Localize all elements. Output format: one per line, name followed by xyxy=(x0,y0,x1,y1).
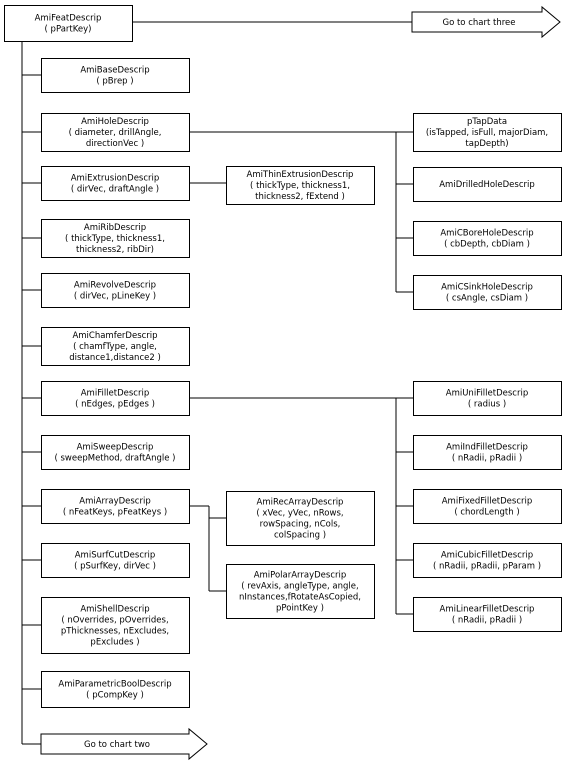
class-box-sweep xyxy=(42,436,190,470)
class-boxes xyxy=(5,6,562,708)
class-box-shell xyxy=(42,598,190,654)
class-params: thickness2, fExtend ) xyxy=(255,192,345,202)
class-box-revolve xyxy=(42,274,190,308)
class-params: ( nRadii, pRadii, pParam ) xyxy=(432,561,542,572)
go-to-chart-two-arrow-label[interactable]: Go to chart two xyxy=(83,740,151,750)
class-params: ( radius ) xyxy=(467,399,507,410)
class-box-cborehole-frame xyxy=(414,222,562,256)
class-params: ( chamfType, angle, xyxy=(73,342,157,352)
class-params: ( nFeatKeys, pFeatKeys ) xyxy=(62,507,168,518)
class-params: colSpacing ) xyxy=(273,530,327,541)
class-box-rib xyxy=(42,220,190,258)
class-box-hole xyxy=(42,114,190,152)
class-box-chamfer xyxy=(42,328,190,366)
class-params: rowSpacing, nCols, xyxy=(259,519,341,530)
class-box-polararray xyxy=(227,565,375,619)
class-params: distance1,distance2 ) xyxy=(69,353,161,363)
class-box-unifillet-frame xyxy=(414,382,562,416)
class-name: AmiSurfCutDescrip xyxy=(74,550,156,561)
class-box-fixedfillet xyxy=(414,490,562,524)
class-params: ( pPartKey) xyxy=(44,24,92,35)
go-to-chart-three-arrow[interactable] xyxy=(412,7,560,37)
class-params: thickness2, ribDir) xyxy=(76,245,154,255)
class-name: AmiPolarArrayDescrip xyxy=(253,570,347,581)
class-box-unifillet xyxy=(414,382,562,416)
class-box-parametricbool xyxy=(42,672,190,708)
class-name: AmiFilletDescrip xyxy=(80,388,150,399)
class-name: AmiExtrusionDescrip xyxy=(70,173,160,184)
class-box-linearfillet-frame xyxy=(414,598,562,632)
class-box-revolve-frame xyxy=(42,274,190,308)
class-box-thinextrusion xyxy=(227,167,375,205)
class-box-indfillet xyxy=(414,436,562,470)
class-box-csinkhole xyxy=(414,276,562,310)
class-params: pThicknesses, nExcludes, xyxy=(60,626,170,637)
class-name: AmiRibDescrip xyxy=(83,223,147,233)
class-params: pPointKey ) xyxy=(276,603,324,614)
class-params: tapDepth) xyxy=(465,139,509,149)
class-params: ( nEdges, pEdges ) xyxy=(75,399,155,410)
class-params: ( thickType, thickness1, xyxy=(250,181,350,191)
class-params: ( cbDepth, cbDiam ) xyxy=(444,239,530,250)
class-name: AmiCSinkHoleDescrip xyxy=(441,282,533,293)
class-box-cubicfillet-frame xyxy=(414,544,562,578)
class-params: ( thickType, thickness1, xyxy=(65,234,165,244)
class-name: AmiFixedFilletDescrip xyxy=(441,496,533,507)
class-box-array-frame xyxy=(42,490,190,524)
class-box-recarray xyxy=(227,492,375,546)
class-name: AmiLinearFilletDescrip xyxy=(439,604,535,615)
class-name: AmiDrilledHoleDescrip xyxy=(439,180,535,190)
class-params: ( csAngle, csDiam ) xyxy=(445,293,529,304)
class-params: ( diameter, drillAngle, xyxy=(68,128,162,138)
class-name: AmiShellDescrip xyxy=(80,604,150,615)
class-box-indfillet-frame xyxy=(414,436,562,470)
class-name: AmiCBoreHoleDescrip xyxy=(440,228,534,239)
class-name: AmiRecArrayDescrip xyxy=(256,497,344,508)
class-name: AmiUniFilletDescrip xyxy=(445,388,529,399)
class-box-sweep-frame xyxy=(42,436,190,470)
root-class-box xyxy=(5,6,133,42)
class-name: AmiRevolveDescrip xyxy=(73,280,157,291)
class-box-parametricbool-frame xyxy=(42,672,190,708)
class-params: ( dirVec, pLineKey ) xyxy=(73,291,157,302)
class-box-tapdata xyxy=(414,114,562,152)
class-box-extrusion xyxy=(42,167,190,201)
root-class-box-frame xyxy=(5,6,133,42)
class-name: AmiCubicFilletDescrip xyxy=(440,550,534,561)
class-params: ( nRadii, pRadii ) xyxy=(451,453,523,464)
class-name: AmiParametricBoolDescrip xyxy=(58,679,172,690)
class-params: ( dirVec, draftAngle ) xyxy=(70,184,160,195)
class-params: ( sweepMethod, draftAngle ) xyxy=(54,453,176,464)
class-params: nInstances,fRotateAsCopied, xyxy=(239,592,361,603)
class-params: ( nRadii, pRadii ) xyxy=(451,615,523,626)
class-name: AmiFeatDescrip xyxy=(34,13,102,24)
class-box-surfcut-frame xyxy=(42,544,190,578)
class-box-fillet-frame xyxy=(42,382,190,416)
class-box-surfcut xyxy=(42,544,190,578)
class-box-linearfillet xyxy=(414,598,562,632)
go-to-chart-three-arrow-label[interactable]: Go to chart three xyxy=(442,18,516,28)
class-box-base xyxy=(42,59,190,93)
class-box-base-frame xyxy=(42,59,190,93)
class-name: AmiIndFilletDescrip xyxy=(446,442,528,453)
class-params: directionVec ) xyxy=(85,139,145,149)
class-name: AmiSweepDescrip xyxy=(76,442,154,453)
go-to-chart-two-arrow[interactable] xyxy=(41,729,207,759)
class-name: AmiHoleDescrip xyxy=(81,117,149,127)
class-params: ( pSurfKey, dirVec ) xyxy=(74,561,156,572)
class-params: ( chordLength ) xyxy=(454,507,520,518)
class-box-cborehole xyxy=(414,222,562,256)
class-params: ( revAxis, angleType, angle, xyxy=(241,581,359,592)
class-params: ( xVec, yVec, nRows, xyxy=(256,508,344,519)
class-name: AmiChamferDescrip xyxy=(72,331,158,341)
class-box-drilledhole xyxy=(414,168,562,202)
class-params: ( pBrep ) xyxy=(96,76,134,87)
class-box-csinkhole-frame xyxy=(414,276,562,310)
class-params: (isTapped, isFull, majorDiam, xyxy=(425,128,549,138)
class-box-fixedfillet-frame xyxy=(414,490,562,524)
class-name: AmiThinExtrusionDescrip xyxy=(246,170,354,180)
class-name: pTapData xyxy=(466,117,508,127)
class-box-fillet xyxy=(42,382,190,416)
class-params: ( pCompKey ) xyxy=(86,690,144,701)
class-name: AmiBaseDescrip xyxy=(80,65,150,76)
class-box-cubicfillet xyxy=(414,544,562,578)
class-box-extrusion-frame xyxy=(42,167,190,201)
class-params: pExcludes ) xyxy=(90,637,140,648)
class-params: ( nOverrides, pOverrides, xyxy=(61,615,169,626)
class-box-array xyxy=(42,490,190,524)
class-name: AmiArrayDescrip xyxy=(79,496,151,507)
